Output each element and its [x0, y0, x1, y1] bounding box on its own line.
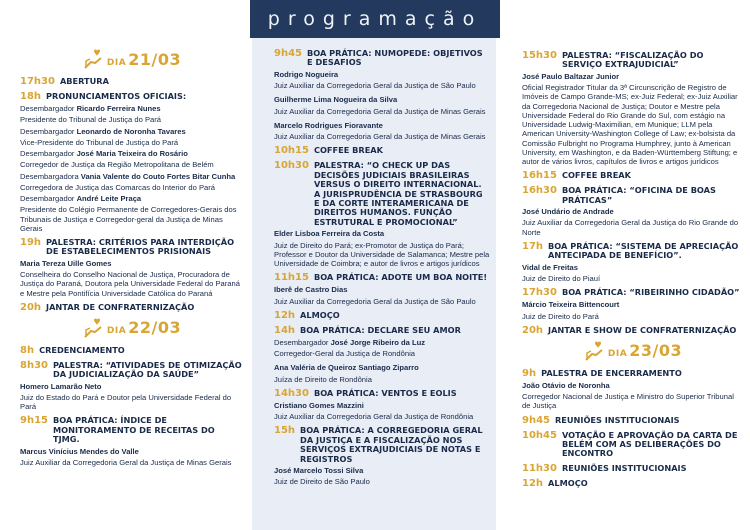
event-time: 8h — [20, 344, 35, 356]
event-time: 11h30 — [522, 462, 557, 474]
event-row — [522, 170, 744, 181]
event-title: PRONUNCIAMENTOS OFICIAIS: — [46, 91, 187, 101]
speaker-line: Desembargador José Jorge Ribeiro da Luz — [274, 337, 426, 347]
speaker-role: Presidente do Tribunal de Justiça do Pará — [20, 115, 161, 125]
hand-heart-icon — [584, 340, 604, 362]
event-row — [274, 425, 490, 464]
event-time: 14h30 — [274, 387, 309, 399]
event-title: REUNIÕES INSTITUCIONAIS — [555, 414, 680, 425]
event-title: BOA PRÁTICA: ÍNDICE DE MONITORAMENTO DE RECEITAS DO TJMG. — [53, 415, 215, 445]
speaker-role: Corregedora de Justiça das Comarcas do Interior do Pará — [20, 182, 216, 192]
event-title: BOA PRÁTICA: DECLARE SEU AMOR — [300, 324, 461, 335]
speaker-role: Juíza de Direito de Rondônia — [274, 374, 372, 384]
speaker-name: Rodrigo Nogueira — [274, 69, 339, 79]
day-header-3 — [522, 338, 744, 364]
event-title: JANTAR DE CONFRATERNIZAÇÃO — [46, 301, 195, 312]
speaker-role: Juiz de Direito do Pará — [522, 311, 599, 321]
event-time: 10h30 — [274, 160, 309, 172]
speaker-role: Conselheira do Conselho Nacional de Justiça, Procuradora de Justiça do Paraná, Doutora pela Universidade Federal do Paraná e Mestre pela Pontifícia Universidade Católica do Paraná — [20, 270, 240, 298]
event-row — [20, 91, 244, 102]
speaker-name: José Marcelo Tossi Silva — [274, 465, 364, 475]
speaker-role: Juiz Auxiliar da Corregedoria Geral da Justiça de Minas Gerais — [274, 132, 486, 142]
event-row — [522, 463, 744, 474]
speaker-name: José Undário de Andrade — [522, 207, 614, 217]
event-row — [20, 302, 244, 313]
event-row — [20, 345, 244, 356]
event-row — [20, 415, 244, 444]
event-title: COFFEE BREAK — [313, 145, 383, 156]
speaker-name: Marcus Vinícius Mendes do Valle — [20, 446, 139, 456]
event-row — [274, 388, 490, 399]
event-row — [522, 50, 744, 70]
event-title: BOA PRÁTICA: NUMOPEDE: OBJETIVOS E DESAFIOS — [307, 48, 483, 68]
event-time: 16h30 — [522, 185, 557, 197]
speaker-role: Presidente do Colégio Permanente de Corregedores-Gerais dos Tribunais de Justiça e Corregedor-geral da Justiça de Minas Gerais — [20, 205, 237, 233]
event-title: PALESTRA: CRITÉRIOS PARA INTERDIÇÃO DE ESTABELECIMENTOS PRISIONAIS — [46, 237, 235, 257]
event-row — [522, 241, 744, 261]
event-time: 12h — [274, 309, 296, 321]
speaker-line: Desembargador André Leite Praça — [20, 194, 142, 203]
event-time: 11h15 — [274, 272, 309, 284]
speaker-role: Juiz Auxiliar da Corregedoria Geral da Justiça do Rio Grande do Norte — [522, 218, 739, 237]
event-title: JANTAR E SHOW DE CONFRATERNIZAÇÃO — [548, 324, 737, 335]
event-time: 17h30 — [20, 76, 55, 87]
event-title: BOA PRÁTICA: ADOTE UM BOA NOITE! — [313, 272, 488, 283]
event-time: 15h30 — [522, 50, 557, 61]
speaker-role: Corregedor-Geral da Justiça de Rondônia — [274, 349, 415, 359]
column-2 — [252, 38, 496, 530]
event-time: 10h15 — [274, 145, 309, 157]
event-row — [522, 287, 744, 298]
event-title: PALESTRA: “O CHECK UP DAS DECISÕES JUDICIAIS BRASILEIRAS VERSUS O DIREITO INTERNACIONAL. A JURISPRUDÊNCIA DE STRASBOURG E DA CORTE INTERAMERICANA DE DIREITOS HUMANOS. FUNÇÃO ESTRUTURAL E PROMOCIONAL” — [313, 160, 483, 227]
event-time: 9h — [522, 367, 537, 379]
column-1 — [0, 40, 250, 530]
speaker-name: Elder Lisboa Ferreira da Costa — [274, 229, 385, 239]
event-row — [522, 325, 744, 336]
speaker-role: Juiz do Estado do Pará e Doutor pela Universidade Federal do Pará — [20, 392, 232, 412]
page-title: programação — [267, 8, 483, 30]
event-time: 15h — [274, 425, 296, 437]
event-title: BOA PRÁTICA: VENTOS E EOLIS — [313, 387, 457, 398]
event-time: 9h15 — [20, 415, 48, 427]
speaker-name: Cristiano Gomes Mazzini — [274, 400, 364, 410]
day-label: DIA 21/03 — [106, 49, 182, 69]
speaker-name: Homero Lamarão Neto — [20, 381, 102, 391]
speaker-role: Vice-Presidente do Tribunal de Justiça do Pará — [20, 137, 179, 147]
speaker-line: Desembargador Leonardo de Noronha Tavares — [20, 126, 186, 136]
event-time: 14h — [274, 324, 296, 336]
event-time: 17h — [522, 240, 544, 252]
event-row — [20, 76, 244, 87]
speaker-name: Guilherme Lima Nogueira da Silva — [274, 95, 398, 105]
event-title: ALMOÇO — [300, 309, 340, 320]
day-header-1 — [20, 46, 244, 72]
speaker-role: Juiz Auxiliar da Corregedoria Geral da Justiça de Minas Gerais — [20, 457, 232, 467]
speaker-role: Juiz Auxiliar da Corregedoria Geral da Justiça de Minas Gerais — [274, 106, 486, 116]
title-band — [250, 0, 500, 38]
speaker-name: Márcio Teixeira Bittencourt — [522, 300, 620, 310]
speaker-role: Juiz Auxiliar da Corregedoria Geral da Justiça de São Paulo — [274, 81, 476, 91]
event-row — [522, 185, 744, 205]
event-title: BOA PRÁTICA: “SISTEMA DE APRECIAÇÃO ANTECIPADA DE BENEFÍCIO”. — [548, 240, 739, 261]
speaker-role: Juiz Auxiliar da Corregedoria Geral da Justiça de São Paulo — [274, 296, 476, 306]
speaker-name: Vidal de Freitas — [522, 262, 578, 272]
speaker-role: Corregedor Nacional de Justiça e Ministro do Superior Tribunal de Justiça — [522, 392, 734, 411]
event-row — [274, 310, 490, 321]
event-time: 10h45 — [522, 429, 557, 441]
event-title: PALESTRA DE ENCERRAMENTO — [541, 367, 682, 378]
event-title: BOA PRÁTICA: A CORREGEDORIA GERAL DA JUSTIÇA E A FISCALIZAÇÃO NOS SERVIÇOS EXTRAJUDICIAIS DE NOTAS E REGISTROS — [300, 425, 483, 464]
speaker-name: José Paulo Baltazar Junior — [522, 71, 620, 81]
event-time: 12h — [522, 477, 544, 489]
event-row — [274, 272, 490, 283]
speaker-role: Juiz de Direito do Pará; ex-Promotor de Justiça do Pará; Professor e Doutor da Universidade de Salamanca; Mestre pela Universidade de Coimbra; e autor de livros e artigos jurídicos — [274, 240, 490, 269]
event-time: 9h45 — [274, 48, 302, 59]
speaker-name: Marcelo Rodrigues Fioravante — [274, 120, 383, 130]
event-row — [274, 48, 490, 68]
speaker-role: Juiz Auxiliar da Corregedoria Geral da Justiça de Rondônia — [274, 412, 474, 422]
event-row — [274, 325, 490, 336]
event-row — [274, 160, 490, 227]
event-row — [522, 415, 744, 426]
speaker-line: Desembargador José Maria Teixeira do Rosário — [20, 149, 188, 158]
event-title: PALESTRA: “ATIVIDADES DE OTIMIZAÇÃO DA JUDICIALIZAÇÃO DA SAÚDE” — [53, 359, 242, 380]
event-row — [522, 368, 744, 379]
hand-heart-icon — [83, 317, 103, 339]
hand-heart-icon — [83, 48, 103, 70]
speaker-name: João Otávio de Noronha — [522, 380, 610, 390]
event-title: BOA PRÁTICA: “OFICINA DE BOAS PRÁTICAS” — [561, 185, 716, 205]
event-title: REUNIÕES INSTITUCIONAIS — [561, 462, 687, 473]
event-time: 19h — [20, 237, 42, 248]
speaker-line: Desembargadora Vania Valente do Couto Fortes Bitar Cunha — [20, 171, 236, 181]
column-3 — [500, 40, 750, 530]
event-title: CREDENCIAMENTO — [39, 344, 125, 355]
event-time: 20h — [20, 301, 42, 313]
event-title: ALMOÇO — [548, 477, 588, 488]
speaker-role: Juiz de Direito do Piauí — [522, 274, 601, 284]
day-label: DIA 23/03 — [607, 341, 683, 361]
event-title: BOA PRÁTICA: “RIBEIRINHO CIDADÃO” — [561, 287, 740, 298]
event-time: 16h15 — [522, 170, 557, 182]
speaker-role: Juiz de Direito de São Paulo — [274, 477, 370, 487]
speaker-role: Oficial Registrador Titular da 3ª Circunscrição de Registro de Imóveis de Campo Grande-MS; ex-Juiz Federal; ex-Juiz Auxiliar da Corregedoria Nacional de Justiça; Doutor e Mestre pela Universidade Federal do Rio Grande do Sul, com estágio na Universidade Ludwig-Maximilian, em Munique; LLM pela American University-Washington College of Law; ex-bolsista da Comissão Fulbright no Programa Humphrey, junto à American University, em Washington, e da Baden-Württemberg Stiftung; e autor de vários livros, capítulos de livros e artigos jurídicos — [522, 83, 738, 167]
event-time: 20h — [522, 324, 544, 336]
event-title: VOTAÇÃO E APROVAÇÃO DA CARTA DE BELÉM COM AS DELIBERAÇÕES DO ENCONTRO — [561, 429, 738, 459]
event-time: 17h30 — [522, 287, 557, 299]
speaker-name: Iberê de Castro Dias — [274, 285, 348, 295]
day-label: DIA 22/03 — [106, 318, 182, 338]
event-row — [522, 478, 744, 489]
event-time: 8h30 — [20, 359, 48, 371]
day-header-2 — [20, 315, 244, 341]
speaker-name: Ana Valéria de Queiroz Santiago Ziparro — [274, 363, 419, 373]
speaker-line: Desembargador Ricardo Ferreira Nunes — [20, 104, 161, 113]
event-time: 9h45 — [522, 414, 550, 426]
speaker-role: Corregedor de Justiça da Região Metropolitana de Belém — [20, 160, 214, 170]
event-row — [20, 360, 244, 380]
speaker-name: Maria Tereza Uille Gomes — [20, 258, 112, 268]
event-row — [20, 237, 244, 257]
event-title: PALESTRA: “FISCALIZAÇÃO DO SERVIÇO EXTRAJUDICIAL” — [561, 50, 704, 70]
event-row — [274, 145, 490, 156]
event-row — [522, 430, 744, 459]
event-title: COFFEE BREAK — [561, 170, 631, 181]
event-title: ABERTURA — [59, 76, 109, 86]
event-time: 18h — [20, 91, 42, 102]
